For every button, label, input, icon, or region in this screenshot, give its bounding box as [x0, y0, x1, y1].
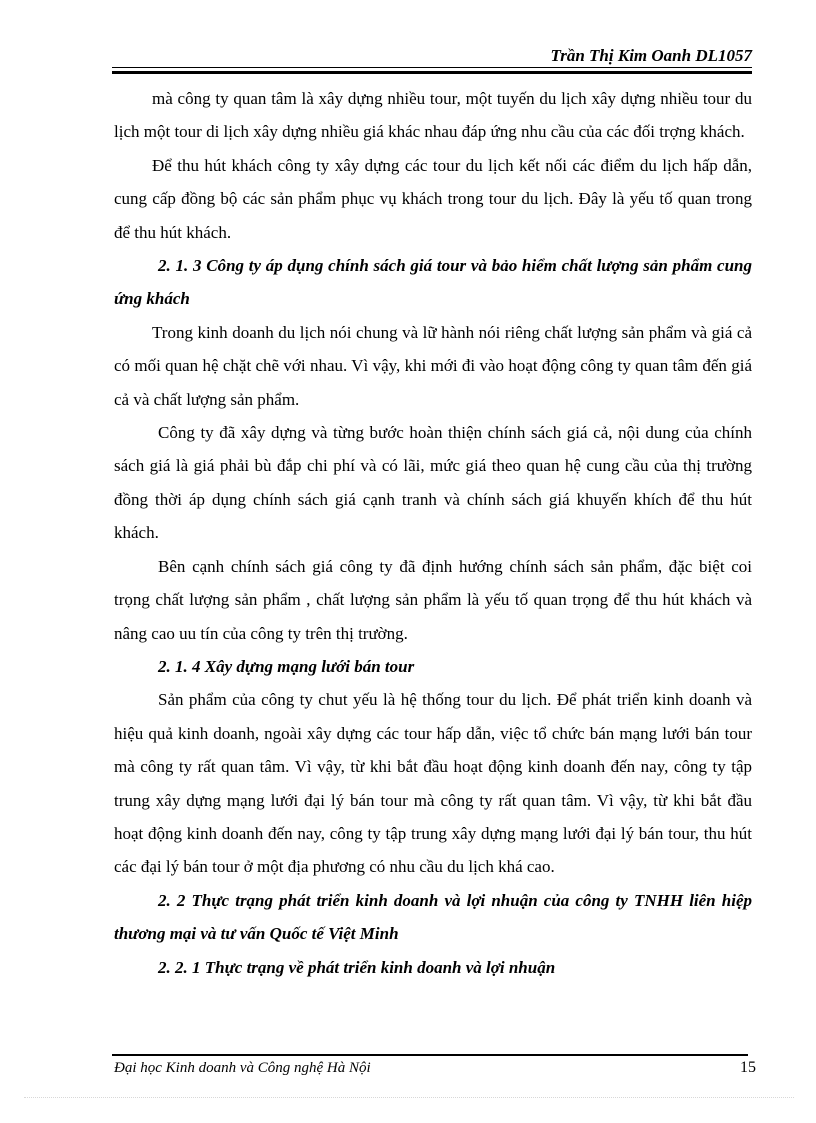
paragraph: Bên cạnh chính sách giá công ty đã định hướng chính sách sản phẩm, đặc biệt coi trọng chất lượng sản phẩm , chất lượng sản phẩm là yếu tố quan trọng để thu hút khách và nâng cao uu tín của công ty trên thị trường. — [114, 556, 752, 643]
paragraph: Trong kinh doanh du lịch nói chung và lữ hành nói riêng chất lượng sản phẩm và giá cả có mối quan hệ chặt chẽ với nhau. Vì vậy, khi mới đi vào hoạt động công ty quan tâm đến giá cả và chất lượng sản phẩm. — [114, 322, 752, 409]
page-number: 15 — [740, 1059, 756, 1076]
paragraph: Công ty đã xây dựng và từng bước hoàn thiện chính sách giá cả, nội dung của chính sách giá là giá phải bù đắp chi phí và có lãi, mức giá theo quan hệ cung cầu của thị trường đồng thời áp dụng chính sách giá cạnh tranh và chính sách giá khuyến khích để thu hút khách. — [114, 423, 752, 543]
section-heading-2-1-3: 2. 1. 3 Công ty áp dụng chính sách giá tour và bảo hiểm chất lượng sản phẩm cung ứng khách — [114, 256, 752, 309]
paragraph: mà công ty quan tâm là xây dựng nhiều tour, một tuyến du lịch xây dựng nhiều tour du lịch một tour di lịch xây dựng nhiều giá khác nhau đáp ứng nhu cầu của các đối trợng khách. — [114, 89, 752, 142]
section-heading-2-1-4: 2. 1. 4 Xây dựng mạng lưới bán tour — [158, 656, 415, 676]
page-header-author: Trần Thị Kim Oanh DL1057 — [550, 46, 752, 65]
section-heading-2-2: 2. 2 Thực trạng phát triển kinh doanh và lợi nhuận của công ty TNHH liên hiệp thương mại và tư vấn Quốc tế Việt Minh — [114, 890, 752, 944]
footer-rule — [112, 1054, 748, 1056]
paragraph: Sản phẩm của công ty chut yếu là hệ thống tour du lịch. Để phát triển kinh doanh và hiệu quả kinh doanh, ngoài xây dựng các tour hấp dẫn, việc tổ chức bán mạng lưới bán tour mà công ty rất quan tâm. Vì vậy, từ khi bắt đầu hoạt động kinh doanh đến nay, công ty tập trung xây dựng mạng lưới đại lý bán tour mà công ty rất quan tâm. Vì vậy, từ khi bắt đầu hoạt động kinh doanh đến nay, công ty tập trung xây dựng mạng lưới đại lý bán tour, thu hút các đại lý bán tour ở một địa phương có nhu cầu du lịch khá cao. — [114, 690, 752, 877]
document-body — [114, 82, 752, 984]
section-heading-2-2-1: 2. 2. 1 Thực trạng về phát triển kinh doanh và lợi nhuận — [158, 957, 556, 977]
page-bottom-dotted-edge — [24, 1097, 794, 1098]
footer-university: Đại học Kinh doanh và Công nghệ Hà Nội — [114, 1060, 371, 1076]
header-rule-thin — [112, 67, 752, 68]
header-rule-thick — [112, 71, 752, 74]
paragraph: Để thu hút khách công ty xây dựng các tour du lịch kết nối các điểm du lịch hấp dẫn, cung cấp đồng bộ các sản phẩm phục vụ khách trong tour du lịch. Đây là yếu tố quan trong để thu hút khách. — [114, 155, 752, 242]
